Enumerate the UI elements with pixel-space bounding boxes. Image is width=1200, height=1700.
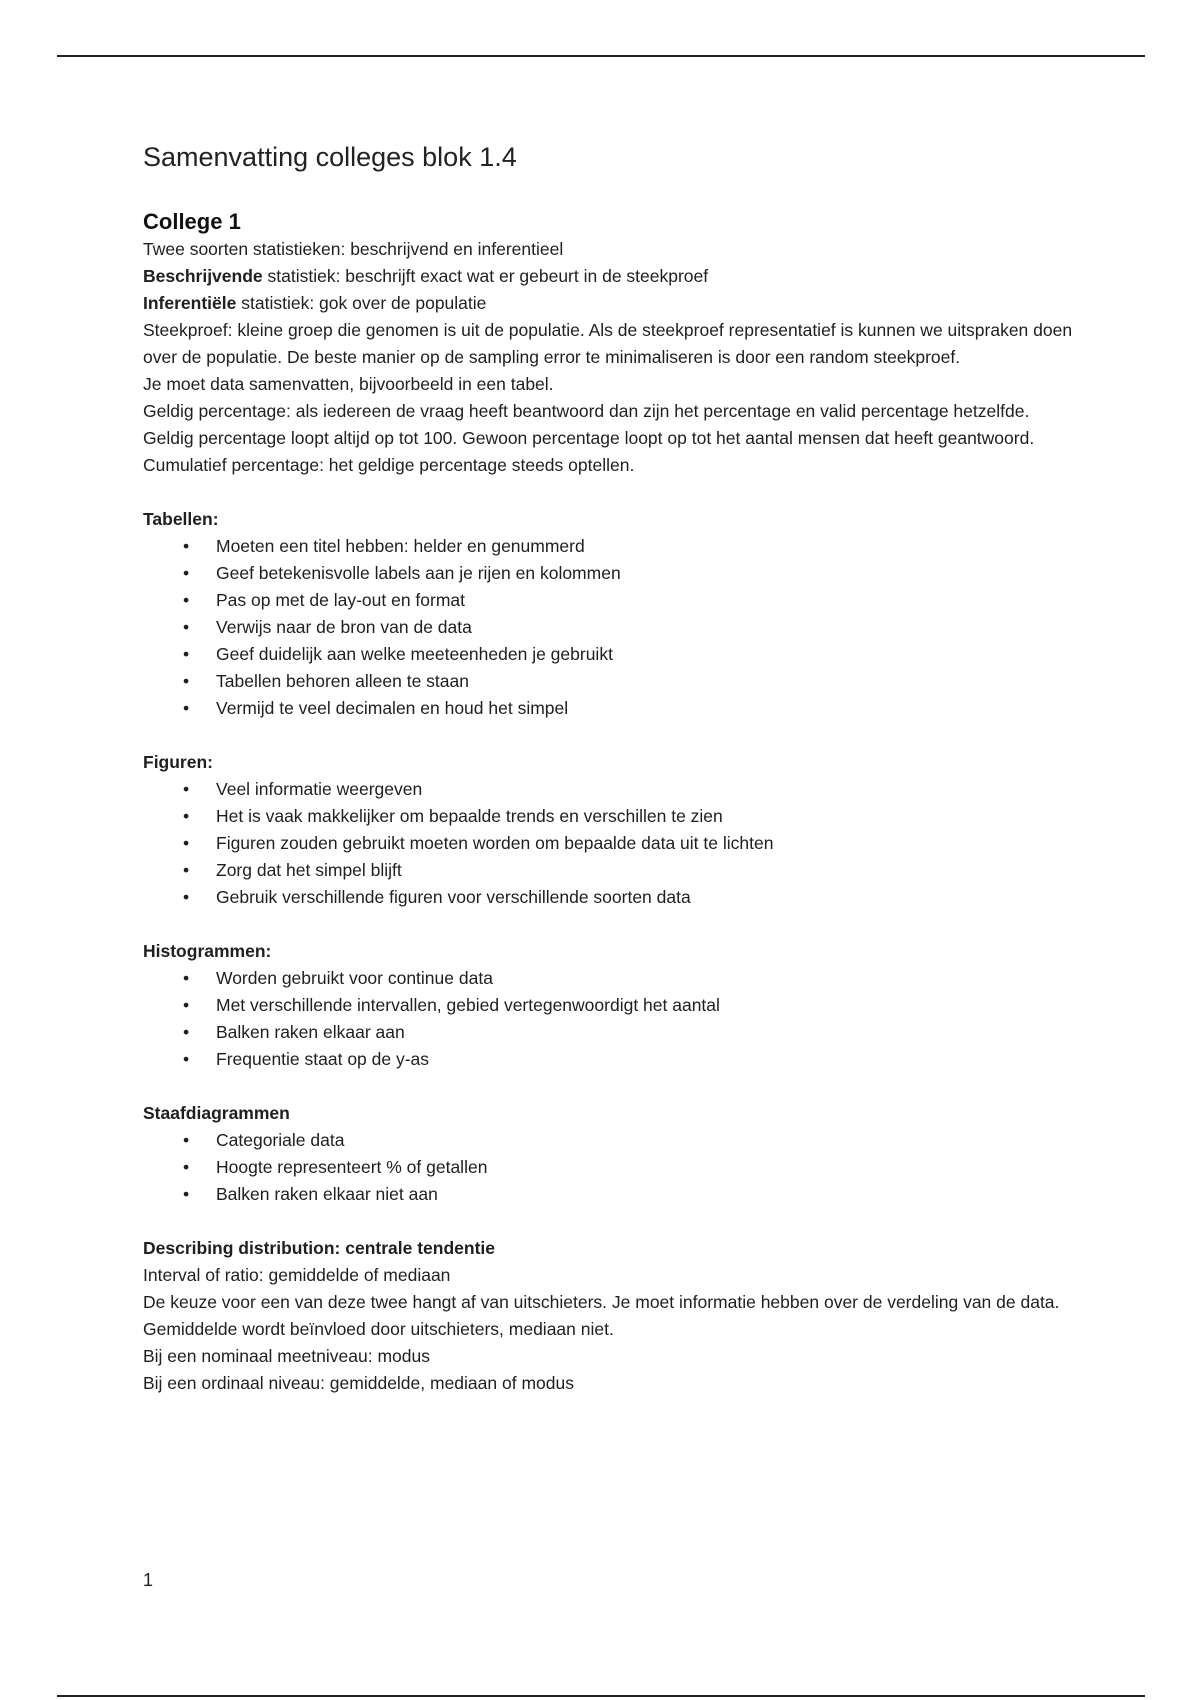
list-item-text: Met verschillende intervallen, gebied vertegenwoordigt het aantal bbox=[216, 995, 720, 1015]
steekproef-paragraph: Steekproef: kleine groep die genomen is uit de populatie. Als de steekproef representatief is kunnen we uitspraken doen over de populatie. De beste manier op de sampling error te minimaliseren is door een random steekproef. bbox=[143, 320, 1073, 367]
distribution-line: De keuze voor een van deze twee hangt af van uitschieters. Je moet informatie hebben over de verdeling van de data. Gemiddelde wordt beïnvloed door uitschieters, mediaan niet. bbox=[143, 1292, 1060, 1339]
page-number: 1 bbox=[143, 1570, 154, 1590]
beschrijvend-term: Beschrijvende bbox=[143, 266, 263, 286]
list-item bbox=[143, 965, 1073, 992]
list-item bbox=[143, 668, 1073, 695]
bullet-icon: • bbox=[183, 1184, 190, 1204]
bullet-icon: • bbox=[183, 1049, 190, 1069]
beschrijvend-definition: statistiek: beschrijft exact wat er gebeurt in de steekproef bbox=[262, 266, 709, 286]
list-item bbox=[143, 1154, 1073, 1181]
list-item-text: Frequentie staat op de y-as bbox=[216, 1049, 430, 1069]
distribution-line: Interval of ratio: gemiddelde of mediaan bbox=[143, 1265, 451, 1285]
list-item-text: Geef duidelijk aan welke meeteenheden je gebruikt bbox=[216, 644, 613, 664]
list-item bbox=[143, 587, 1073, 614]
list-item-text: Tabellen behoren alleen te staan bbox=[216, 671, 469, 691]
list-item-text: Hoogte representeert % of getallen bbox=[216, 1157, 488, 1177]
list-item-text: Veel informatie weergeven bbox=[216, 779, 423, 799]
inferentieel-line bbox=[143, 290, 1073, 317]
list-item-text: Gebruik verschillende figuren voor verschillende soorten data bbox=[216, 887, 691, 907]
beschrijvend-line bbox=[143, 263, 1073, 290]
list-item-text: Figuren zouden gebruikt moeten worden om bepaalde data uit te lichten bbox=[216, 833, 774, 853]
list-item bbox=[143, 533, 1073, 560]
bullet-icon: • bbox=[183, 1130, 190, 1150]
bullet-icon: • bbox=[183, 644, 190, 664]
list-item bbox=[143, 830, 1073, 857]
bullet-icon: • bbox=[183, 1157, 190, 1177]
bullet-icon: • bbox=[183, 536, 190, 556]
list-item-text: Zorg dat het simpel blijft bbox=[216, 860, 402, 880]
list-item bbox=[143, 1046, 1073, 1073]
list-item bbox=[143, 1019, 1073, 1046]
distribution-line: Bij een nominaal meetniveau: modus bbox=[143, 1346, 430, 1366]
bullet-icon: • bbox=[183, 617, 190, 637]
list-item bbox=[143, 857, 1073, 884]
distribution-line: Bij een ordinaal niveau: gemiddelde, mediaan of modus bbox=[143, 1373, 574, 1393]
staafdiagrammen-heading: Staafdiagrammen bbox=[143, 1103, 290, 1123]
tabellen-heading: Tabellen: bbox=[143, 509, 219, 529]
list-item-text: Worden gebruikt voor continue data bbox=[216, 968, 493, 988]
list-item bbox=[143, 641, 1073, 668]
list-item bbox=[143, 803, 1073, 830]
bullet-icon: • bbox=[183, 887, 190, 907]
bullet-icon: • bbox=[183, 671, 190, 691]
list-item-text: Geef betekenisvolle labels aan je rijen en kolommen bbox=[216, 563, 621, 583]
list-item-text: Balken raken elkaar aan bbox=[216, 1022, 405, 1042]
distribution-heading: Describing distribution: centrale tendentie bbox=[143, 1238, 495, 1258]
list-item-text: Verwijs naar de bron van de data bbox=[216, 617, 472, 637]
samenvatten-line: Je moet data samenvatten, bijvoorbeeld in een tabel. bbox=[143, 374, 554, 394]
list-item bbox=[143, 614, 1073, 641]
histogrammen-list bbox=[143, 965, 1073, 1073]
document-title: Samenvatting colleges blok 1.4 bbox=[143, 142, 517, 172]
bullet-icon: • bbox=[183, 698, 190, 718]
bullet-icon: • bbox=[183, 563, 190, 583]
bullet-icon: • bbox=[183, 968, 190, 988]
list-item bbox=[143, 776, 1073, 803]
inferentieel-definition: statistiek: gok over de populatie bbox=[236, 293, 487, 313]
bullet-icon: • bbox=[183, 833, 190, 853]
histogrammen-heading: Histogrammen: bbox=[143, 941, 272, 961]
list-item bbox=[143, 992, 1073, 1019]
bullet-icon: • bbox=[183, 995, 190, 1015]
figuren-heading: Figuren: bbox=[143, 752, 213, 772]
bullet-icon: • bbox=[183, 1022, 190, 1042]
inferentieel-term: Inferentiële bbox=[143, 293, 237, 313]
figuren-list bbox=[143, 776, 1073, 911]
header-rule bbox=[57, 55, 1145, 57]
bullet-icon: • bbox=[183, 779, 190, 799]
list-item bbox=[143, 560, 1073, 587]
list-item-text: Het is vaak makkelijker om bepaalde trends en verschillen te zien bbox=[216, 806, 723, 826]
geldig-percentage-paragraph: Geldig percentage: als iedereen de vraag heeft beantwoord dan zijn het percentage en valid percentage hetzelfde. Geldig percentage loopt altijd op tot 100. Gewoon percentage loopt op tot het aantal mensen dat heeft geantwoord. bbox=[143, 401, 1035, 448]
intro-line: Twee soorten statistieken: beschrijvend en inferentieel bbox=[143, 239, 564, 259]
bullet-icon: • bbox=[183, 806, 190, 826]
document-body bbox=[143, 140, 1073, 1397]
college-1-heading: College 1 bbox=[143, 209, 241, 234]
bullet-icon: • bbox=[183, 860, 190, 880]
list-item-text: Balken raken elkaar niet aan bbox=[216, 1184, 438, 1204]
list-item bbox=[143, 1127, 1073, 1154]
list-item bbox=[143, 695, 1073, 722]
staafdiagrammen-list bbox=[143, 1127, 1073, 1208]
list-item-text: Categoriale data bbox=[216, 1130, 345, 1150]
bullet-icon: • bbox=[183, 590, 190, 610]
cumulatief-line: Cumulatief percentage: het geldige percentage steeds optellen. bbox=[143, 455, 635, 475]
list-item-text: Vermijd te veel decimalen en houd het simpel bbox=[216, 698, 569, 718]
tabellen-list bbox=[143, 533, 1073, 722]
list-item bbox=[143, 1181, 1073, 1208]
list-item bbox=[143, 884, 1073, 911]
list-item-text: Pas op met de lay-out en format bbox=[216, 590, 466, 610]
footer-rule bbox=[57, 1695, 1145, 1697]
list-item-text: Moeten een titel hebben: helder en genummerd bbox=[216, 536, 585, 556]
